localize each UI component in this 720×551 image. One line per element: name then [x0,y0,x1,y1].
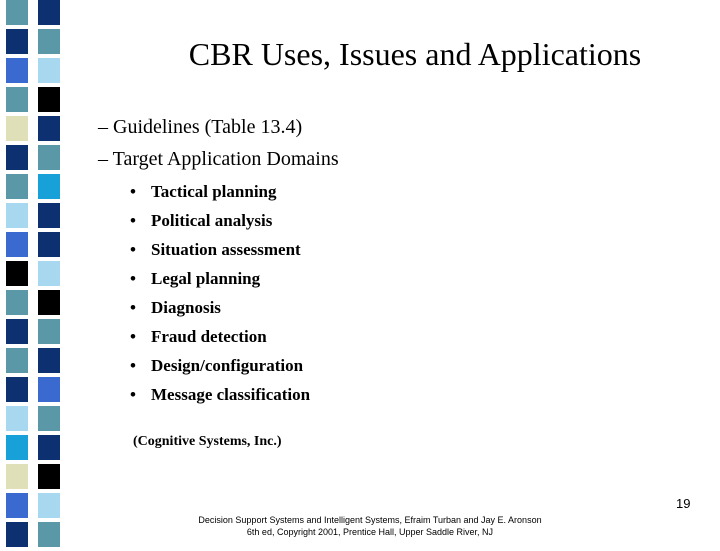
stripe-block [6,406,28,435]
stripe-block [6,435,28,464]
stripe-block [38,522,60,551]
slide-title: CBR Uses, Issues and Applications [188,36,642,72]
stripe-block [6,261,28,290]
stripe-block [38,464,60,493]
stripe-block [38,377,60,406]
stripe-block [6,464,28,493]
footer-line-1: Decision Support Systems and Intelligent Systems, Efraim Turban and Jay E. Aronson [198,515,542,525]
stripe-block [38,493,60,522]
stripe-block [6,290,28,319]
stripe-block [38,58,60,87]
stripe-block [6,493,28,522]
stripe-block [6,29,28,58]
footer-citation [160,514,580,538]
bullet-dot: • [130,385,136,404]
stripe-block [6,116,28,145]
stripe-block [38,145,60,174]
bullet-dot: • [130,240,136,259]
stripe-block [38,87,60,116]
stripe-block [6,232,28,261]
stripe-block [6,145,28,174]
stripe-block [38,29,60,58]
stripe-block [38,0,60,29]
page-number: 19 [676,496,691,511]
decorative-stripe [0,0,70,540]
stripe-block [38,319,60,348]
bullet-text: Diagnosis [151,298,221,317]
stripe-block [38,348,60,377]
subheading-guidelines: – Guidelines (Table 13.4) [98,116,303,138]
bullet-dot: • [130,298,136,317]
bullet-dot: • [130,327,136,346]
stripe-block [6,522,28,551]
subheading-target-domains: – Target Application Domains [98,148,339,170]
bullet-dot: • [130,356,136,375]
stripe-block [6,203,28,232]
bullet-dot: • [130,269,136,288]
footer-line-2: 6th ed, Copyright 2001, Prentice Hall, Upper Saddle River, NJ [246,527,494,537]
stripe-block [6,87,28,116]
bullet-text: Situation assessment [151,240,301,259]
stripe-block [6,377,28,406]
bullet-text: Legal planning [151,269,261,288]
stripe-block [6,319,28,348]
stripe-block [38,261,60,290]
bullet-text: Design/configuration [151,356,304,375]
stripe-block [6,348,28,377]
stripe-block [38,174,60,203]
stripe-block [38,116,60,145]
stripe-block [38,435,60,464]
bullet-text: Political analysis [151,211,273,230]
source-credit: (Cognitive Systems, Inc.) [133,434,282,449]
stripe-block [6,58,28,87]
stripe-block [38,406,60,435]
stripe-block [6,0,28,29]
stripe-block [38,232,60,261]
bullet-dot: • [130,211,136,230]
bullet-text: Tactical planning [151,182,277,201]
bullet-dot: • [130,182,136,201]
bullet-text: Message classification [151,385,311,404]
bullet-text: Fraud detection [151,327,267,346]
stripe-block [38,290,60,319]
stripe-block [38,203,60,232]
stripe-block [6,174,28,203]
